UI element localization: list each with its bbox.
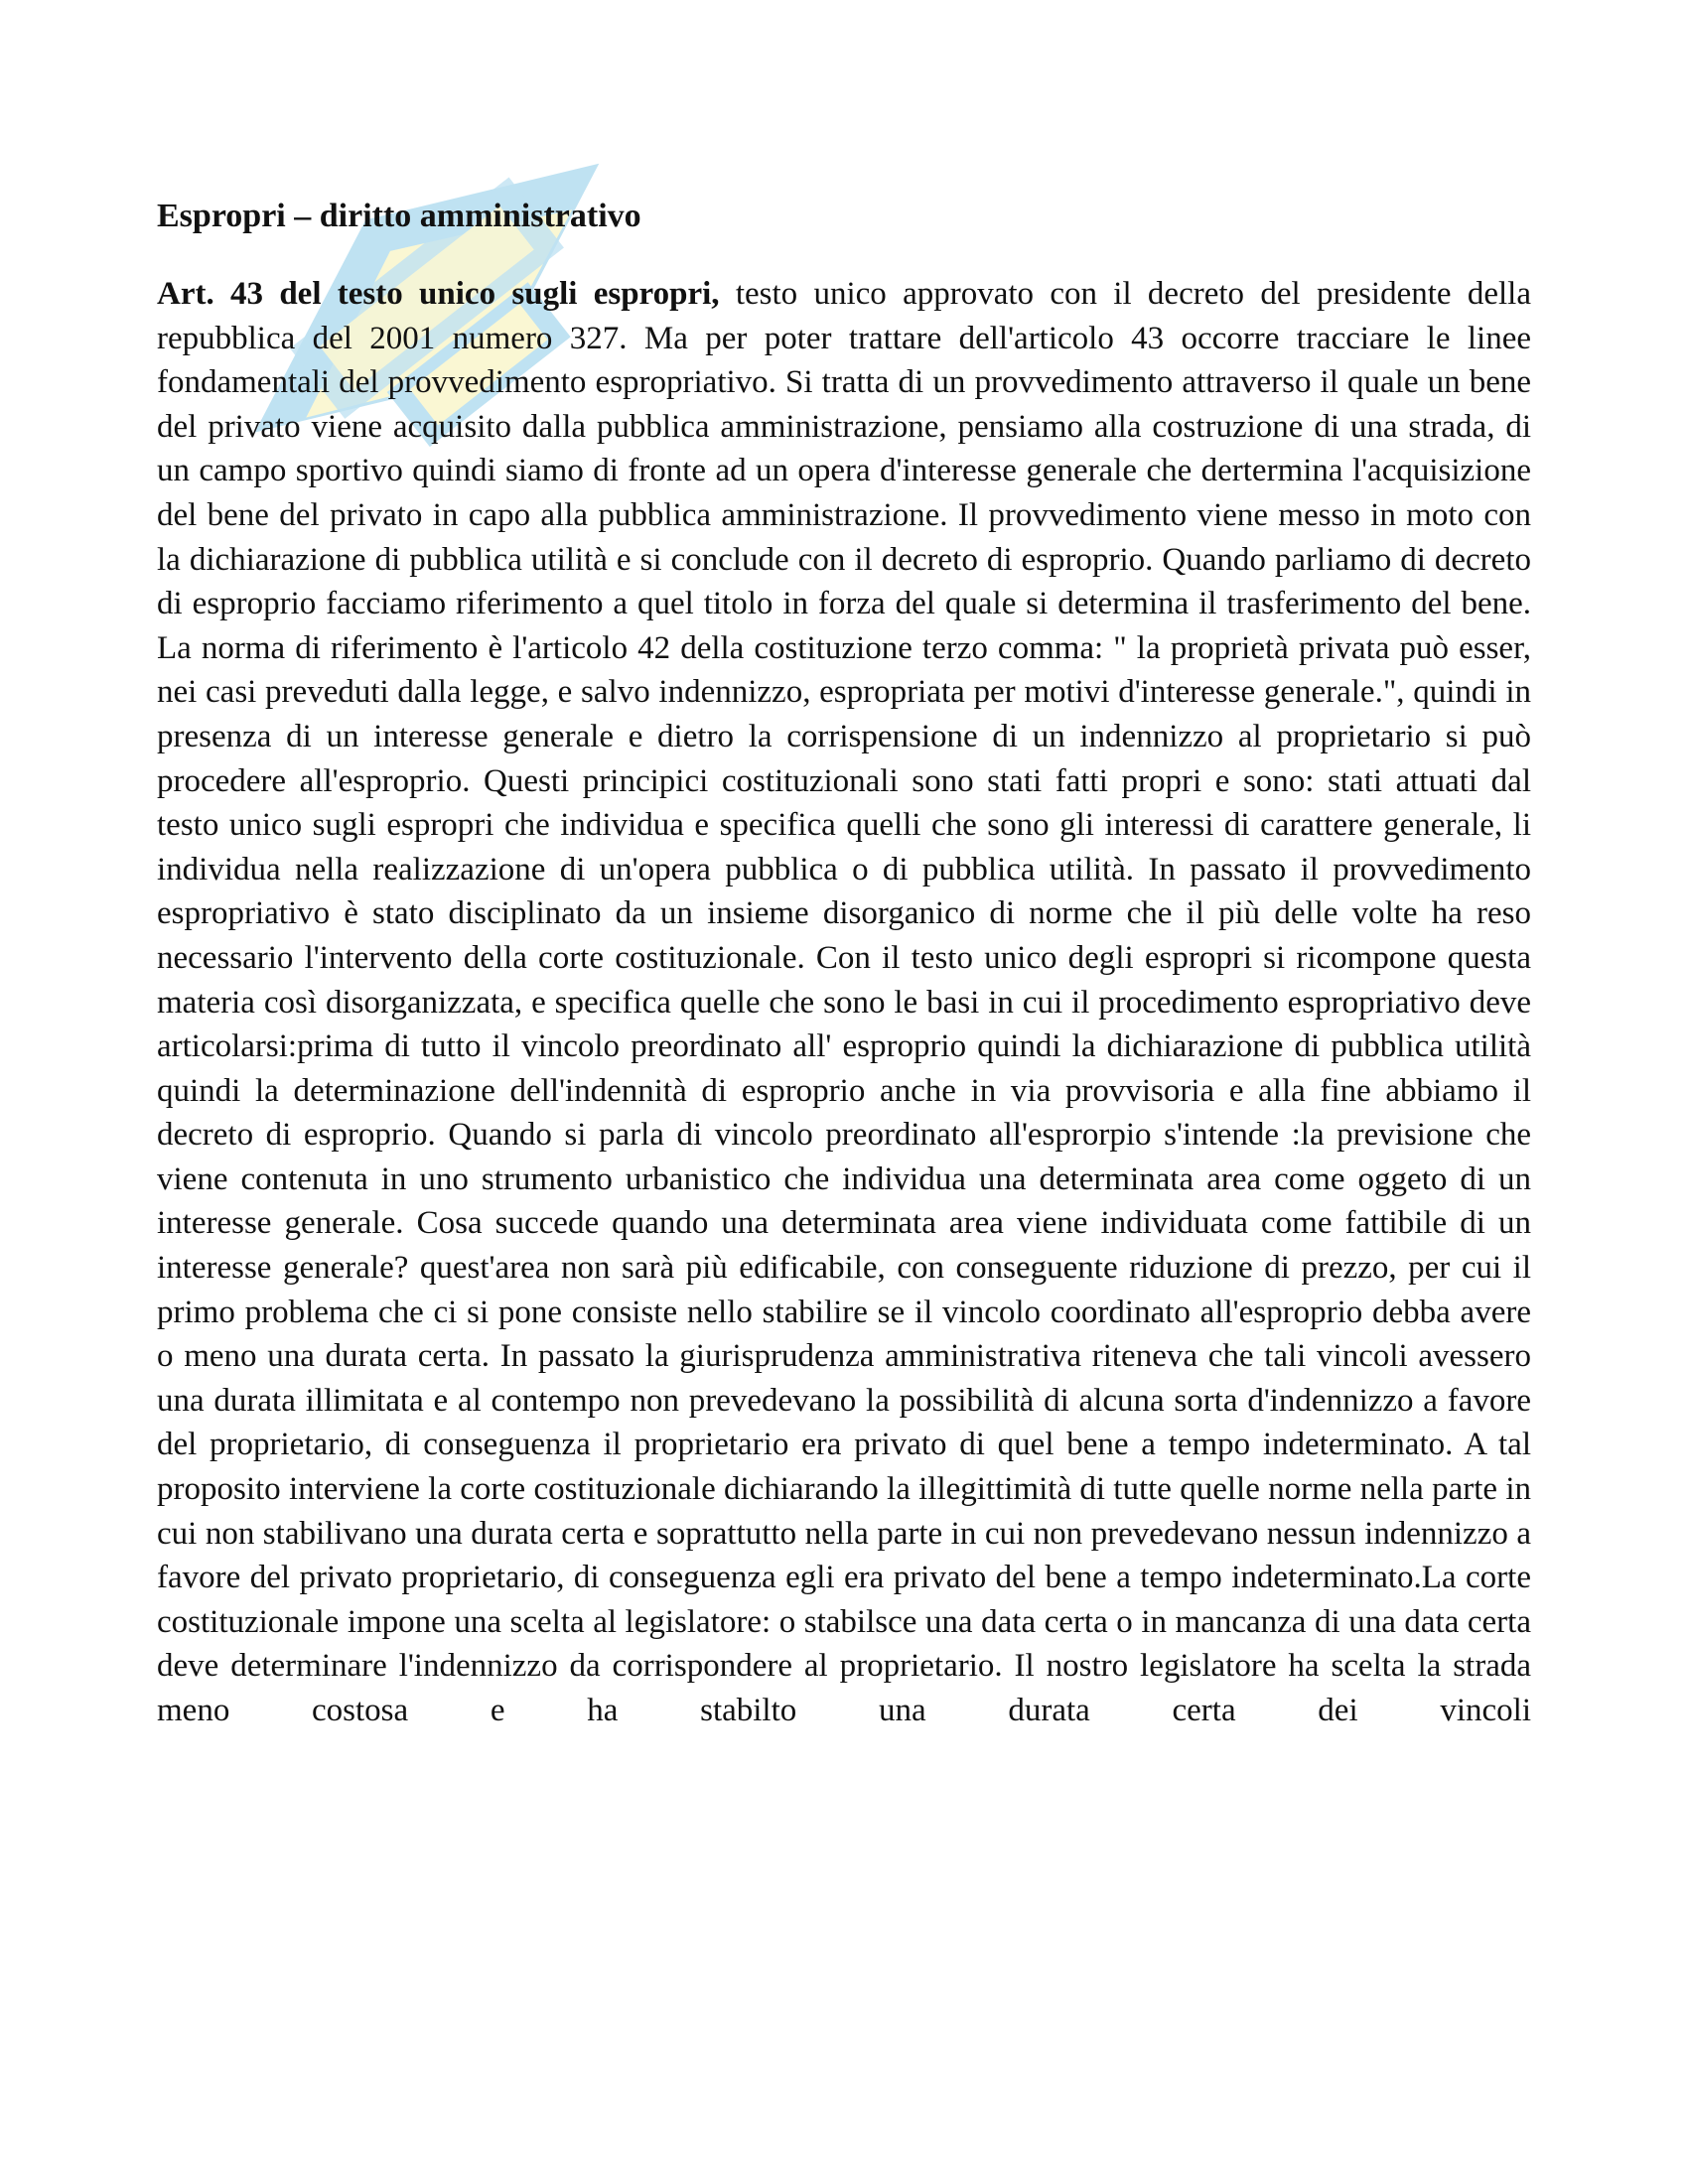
document-page: [157, 195, 1531, 1733]
article-lead: Art. 43 del testo unico sugli espropri,: [157, 276, 720, 312]
document-body: [157, 272, 1531, 1733]
document-title: Espropri – diritto amministrativo: [157, 198, 641, 234]
body-paragraph: testo unico approvato con il decreto del presidente della repubblica del 2001 numero 327. Ma per poter trattare dell'articolo 43 occorre tracciare le linee fondamentali del provvedimento espropriativo. Si tratta di un provvedimento attraverso il quale un bene del privato viene acquisito dalla pubblica amministrazione, pensiamo alla costruzione di una strada, di un campo sportivo quindi siamo di fronte ad un opera d'interesse generale che dertermina l'acquisizione del bene del privato in capo alla pubblica amministrazione. Il provvedimento viene messo in moto con la dichiarazione di pubblica utilità e si conclude con il decreto di esproprio. Quando parliamo di decreto di esproprio facciamo riferimento a quel titolo in forza del quale si determina il trasferimento del bene. La norma di riferimento è l'articolo 42 della costituzione terzo comma: " la proprietà privata può esser, nei casi preveduti dalla legge, e salvo indennizzo, espropriata per motivi d'interesse generale.", quindi in presenza di un interesse generale e dietro la corrispensione di un indennizzo al proprietario si può procedere all'esproprio. Questi principici costituzionali sono stati fatti propri e sono: stati attuati dal testo unico sugli espropri che individua e specifica quelli che sono gli interessi di carattere generale, li individua nella realizzazione di un'opera pubblica o di pubblica utilità. In passato il provvedimento espropriativo è stato disciplinato da un insieme disorganico di norme che il più delle volte ha reso necessario l'intervento della corte costituzionale. Con il testo unico degli espropri si ricompone questa materia così disorganizzata, e specifica quelle che sono le basi in cui il procedimento espropriativo deve articolarsi:prima di tutto il vincolo preordinato all' esproprio quindi la dichiarazione di pubblica utilità quindi la determinazione dell'indennità di esproprio anche in via provvisoria e alla fine abbiamo il decreto di esproprio. Quando si parla di vincolo preordinato all'esprorpio s'intende :la previsione che viene contenuta in uno strumento urbanistico che individua una determinata area come oggeto di un interesse generale. Cosa succede quando una determinata area viene individuata come fattibile di un interesse generale? quest'area non sarà più edificabile, con conseguente riduzione di prezzo, per cui il primo problema che ci si pone consiste nello stabilire se il vincolo coordinato all'esproprio debba avere o meno una durata certa. In passato la giurisprudenza amministrativa riteneva che tali vincoli avessero una durata illimitata e al contempo non prevedevano la possibilità di alcuna sorta d'indennizzo a favore del proprietario, di conseguenza il proprietario era privato di quel bene a tempo indeterminato. A tal proposito interviene la corte costituzionale dichiarando la illegittimità di tutte quelle norme nella parte in cui non stabilivano una durata certa e soprattutto nella parte in cui non prevedevano nessun indennizzo a favore del privato proprietario, di conseguenza egli era privato del bene a tempo indeterminato.La corte costituzionale impone una scelta al legislatore: o stabilsce una data certa o in mancanza di una data certa deve determinare l'indennizzo da corrispondere al proprietario. Il nostro legislatore ha scelta la strada meno costosa e ha stabilto una durata certa dei vincoli: [157, 276, 1531, 1728]
